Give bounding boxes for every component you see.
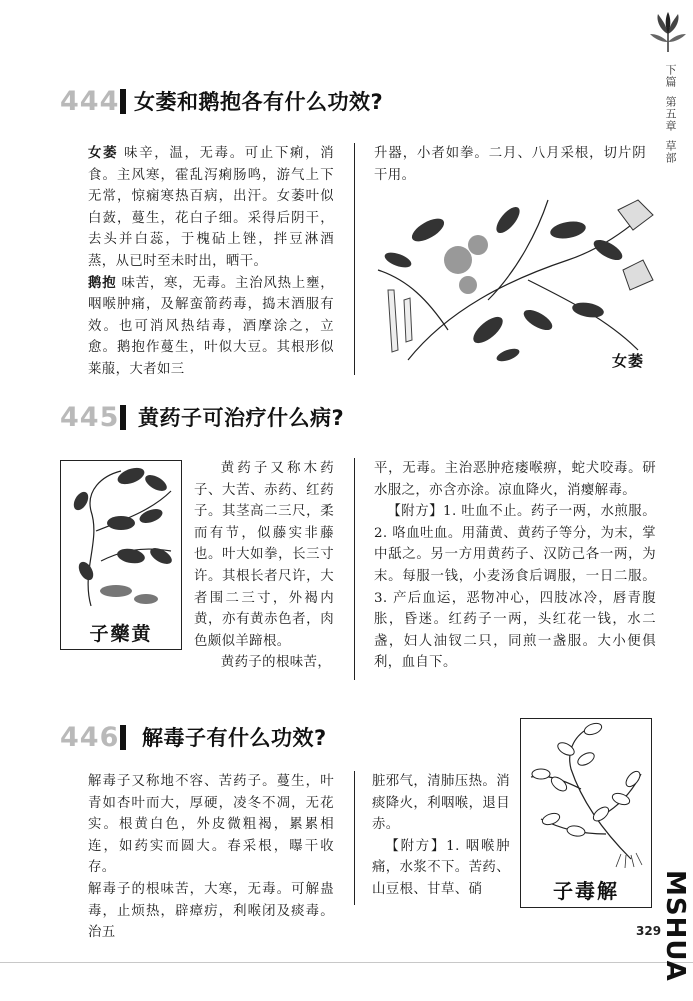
text-nvwei: 味辛，温，无毒。可止下痢，消食。主风寒，霍乱泻痢肠鸣，游气上下无常，惊痫寒热百病，出汗。女萎叶似白蔹，蔓生，花白子细。采得后阴干，去头并白蕊，于槐砧上锉，拌豆淋酒蒸，从已时至未时出，晒干。	[88, 146, 334, 269]
huangyaozi-intro-text: 黄药子又称木药子、大苦、赤药、红药子。其茎高二三尺，柔而有节，似藤实非藤也。叶大如拳，长三寸许。其根长者尺许，大者围二三寸，外褐内黄，亦有黄赤色者，肉色颇似羊蹄根。	[194, 461, 334, 649]
section-title-444: 女萎和鹅抱各有什么功效?	[134, 90, 384, 114]
sidebar-part-label: 下篇	[664, 64, 677, 88]
page-number: 329	[636, 924, 662, 938]
section-number-444: 444	[60, 86, 120, 117]
nvwei-plant-illustration	[368, 190, 658, 368]
heading-bar	[120, 405, 126, 430]
flower-ornament-icon	[646, 12, 690, 56]
section-title-445: 黄药子可治疗什么病?	[138, 406, 345, 430]
section-446-column-1	[88, 771, 334, 944]
nvwei-image-caption: 女萎	[612, 352, 645, 370]
column-divider	[354, 458, 355, 680]
jieduzi-plate	[520, 718, 652, 908]
section-number-445: 445	[60, 402, 120, 433]
jieduzi-plant-illustration	[521, 719, 651, 869]
footer-rule	[0, 962, 693, 963]
huangyaozi-root-text: 黄药子的根味苦，	[220, 655, 332, 671]
heading-bar	[120, 725, 126, 750]
section-446-column-2	[372, 771, 510, 901]
jieduzi-intro-text: 解毒子又称地不容、苦药子。蔓生，叶青如杏叶而大，厚硬，凌冬不凋，无花实。根黄白色，外皮微粗褐，累累相连，如药实而圆大。春采根，曝干收存。	[88, 774, 334, 876]
text-ebao: 味苦，寒，无毒。主治风热上壅，咽喉肿痛，及解蛮箭药毒，捣末酒服有效。也可消风热结毒，酒摩涂之，立愈。鹅抱作蔓生，叶似大豆。其根形似莱菔，大者如三	[88, 275, 335, 377]
heading-bar	[120, 89, 126, 114]
column-divider	[354, 771, 355, 905]
section-title-446: 解毒子有什么功效?	[142, 726, 327, 750]
column-divider	[354, 143, 355, 375]
sidebar-chapter-label: 第五章	[664, 96, 677, 132]
sidebar-category-label: 草部	[664, 140, 677, 164]
huangyaozi-plate-caption: 子藥黄	[89, 623, 153, 645]
jieduzi-prescription-text: 【附方】1. 咽喉肿痛，水浆不下。苦药、山豆根、甘草、硝	[372, 838, 510, 897]
watermark: MSHUA	[660, 870, 690, 982]
term-ebao: 鹅抱	[88, 274, 117, 291]
section-number-446: 446	[60, 722, 120, 753]
jieduzi-plate-caption: 子毒解	[553, 879, 619, 903]
huangyaozi-effect-text: 平，无毒。主治恶肿疮瘘喉痹，蛇犬咬毒。研水服之，亦含亦涂。凉血降火，消瘿解毒。	[374, 461, 656, 498]
huangyaozi-plate	[60, 460, 182, 650]
term-nvwei: 女萎	[88, 145, 119, 161]
jieduzi-root-text: 解毒子的根味苦，大寒，无毒。可解蛊毒，止烦热，辟瘴疠，利喉闭及痰毒。治五	[88, 881, 334, 941]
section-444-column-2: 升器，小者如拳。二月、八月采根，切片阴干用。	[374, 146, 646, 183]
section-445-column-2	[374, 458, 656, 674]
jieduzi-effect-text: 脏邪气，清肺压热。消痰降火，利咽喉，退目赤。	[372, 774, 510, 833]
huangyaozi-plant-illustration	[61, 461, 181, 611]
section-444-column-1	[88, 143, 334, 381]
section-445-column-1	[194, 458, 334, 674]
huangyaozi-prescription-text: 【附方】1. 吐血不止。药子一两，水煎服。2. 咯血吐血。用蒲黄、黄药子等分，为末，掌中舐之。另一方用黄药子、汉防己各一两，为末。每服一钱，小麦汤食后调服，一日二服。3. 产后血运，恶物冲心，四肢冰冷，唇青腹胀，昏迷。红药子一两，头红花一钱，水二盏，妇人油钗二只，同煎一盏服。大小便俱利，血自下。	[374, 504, 656, 671]
